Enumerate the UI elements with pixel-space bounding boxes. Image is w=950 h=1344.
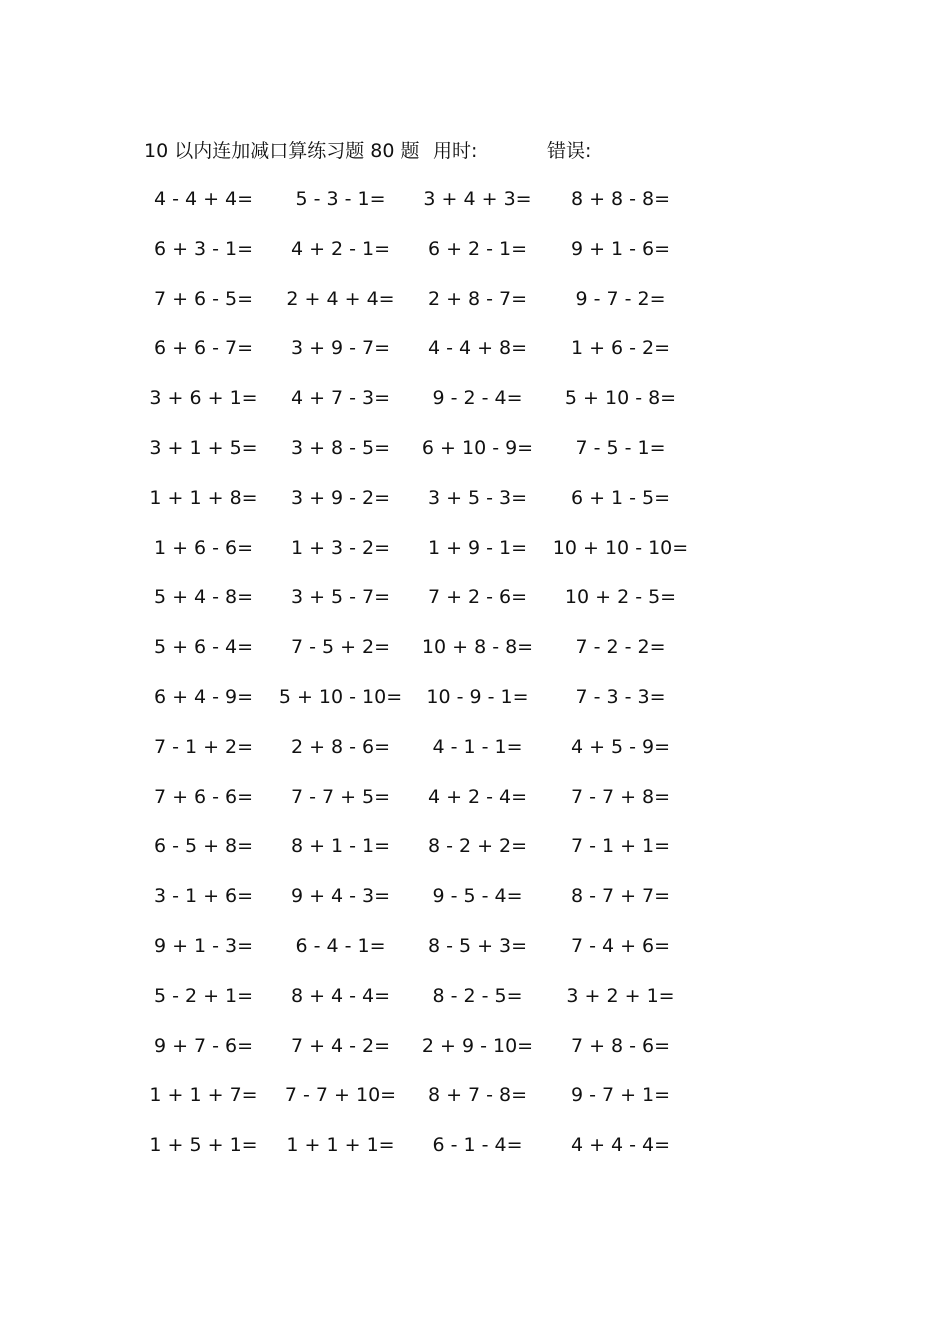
arithmetic-problem: 6 + 1 - 5= (570, 486, 671, 509)
arithmetic-problem: 7 + 6 - 5= (153, 287, 254, 310)
arithmetic-problem: 7 - 5 - 1= (575, 436, 666, 459)
arithmetic-problem: 8 + 8 - 8= (570, 188, 671, 210)
arithmetic-problem: 5 - 2 + 1= (153, 984, 254, 1007)
worksheet-title: 10 以内连加减口算练习题 80 题 (144, 140, 420, 162)
arithmetic-problem: 8 - 2 - 5= (432, 984, 523, 1007)
arithmetic-problem: 6 + 4 - 9= (153, 685, 254, 708)
arithmetic-problem: 3 + 9 - 2= (290, 486, 391, 509)
arithmetic-problem: 7 - 5 + 2= (290, 636, 391, 659)
arithmetic-problem: 6 - 5 + 8= (153, 835, 254, 858)
arithmetic-problem: 7 + 2 - 6= (427, 586, 528, 609)
arithmetic-problem: 1 + 1 + 1= (286, 1134, 395, 1157)
arithmetic-problem: 3 + 6 + 1= (149, 387, 258, 410)
arithmetic-problem: 9 + 1 - 3= (153, 934, 254, 957)
arithmetic-problem: 2 + 8 - 7= (427, 287, 528, 310)
arithmetic-problem: 1 + 5 + 1= (149, 1134, 258, 1157)
arithmetic-problem: 7 - 2 - 2= (575, 636, 666, 659)
arithmetic-problem: 9 - 2 - 4= (432, 387, 523, 410)
arithmetic-problem: 7 - 3 - 3= (575, 685, 666, 708)
arithmetic-problem: 8 + 4 - 4= (290, 984, 391, 1007)
arithmetic-problem: 4 - 1 - 1= (432, 735, 523, 758)
arithmetic-problem: 7 + 4 - 2= (290, 1034, 391, 1057)
arithmetic-problem: 9 + 1 - 6= (570, 237, 671, 260)
arithmetic-problem: 4 - 4 + 4= (153, 188, 254, 210)
arithmetic-problem: 7 + 6 - 6= (153, 785, 254, 808)
arithmetic-problem: 4 + 2 - 1= (290, 237, 391, 260)
arithmetic-problem: 3 - 1 + 6= (153, 885, 254, 908)
arithmetic-problem: 7 - 1 + 1= (570, 835, 671, 858)
arithmetic-problem: 4 + 7 - 3= (290, 387, 391, 410)
arithmetic-problem: 8 - 5 + 3= (427, 934, 528, 957)
arithmetic-problem: 5 + 4 - 8= (153, 586, 254, 609)
arithmetic-problem: 1 + 6 - 6= (153, 536, 254, 559)
arithmetic-problem: 4 + 5 - 9= (570, 735, 671, 758)
arithmetic-problem: 3 + 4 + 3= (423, 188, 532, 210)
arithmetic-problem: 3 + 9 - 7= (290, 337, 391, 360)
arithmetic-problem: 3 + 5 - 7= (290, 586, 391, 609)
arithmetic-problem: 6 + 6 - 7= (153, 337, 254, 360)
arithmetic-problem: 6 + 3 - 1= (153, 237, 254, 260)
arithmetic-problem: 3 + 5 - 3= (427, 486, 528, 509)
arithmetic-problem: 6 + 2 - 1= (427, 237, 528, 260)
arithmetic-problem: 2 + 8 - 6= (290, 735, 391, 758)
arithmetic-problem: 7 - 7 + 10= (284, 1084, 397, 1107)
arithmetic-problem: 8 + 1 - 1= (290, 835, 391, 858)
arithmetic-problem: 3 + 1 + 5= (149, 436, 258, 459)
arithmetic-problem: 3 + 2 + 1= (566, 984, 675, 1007)
arithmetic-problem: 4 + 2 - 4= (427, 785, 528, 808)
arithmetic-problem: 5 + 10 - 10= (278, 685, 403, 708)
arithmetic-problem: 2 + 9 - 10= (421, 1034, 534, 1057)
arithmetic-problem: 4 + 4 - 4= (570, 1134, 671, 1157)
time-label: 用时: (433, 140, 478, 162)
arithmetic-problem: 1 + 1 + 8= (149, 486, 258, 509)
arithmetic-problem: 8 + 7 - 8= (427, 1084, 528, 1107)
arithmetic-problem: 1 + 3 - 2= (290, 536, 391, 559)
arithmetic-problem: 7 - 4 + 6= (570, 934, 671, 957)
problem-grid (135, 185, 695, 1181)
error-label: 错误: (547, 140, 592, 162)
arithmetic-problem: 7 + 8 - 6= (570, 1034, 671, 1057)
arithmetic-problem: 7 - 7 + 8= (570, 785, 671, 808)
arithmetic-problem: 5 + 6 - 4= (153, 636, 254, 659)
arithmetic-problem: 5 + 10 - 8= (564, 387, 677, 410)
arithmetic-problem: 5 - 3 - 1= (295, 188, 386, 210)
arithmetic-problem: 6 + 10 - 9= (421, 436, 534, 459)
arithmetic-problem: 3 + 8 - 5= (290, 436, 391, 459)
worksheet-header (0, 137, 950, 165)
arithmetic-problem: 10 + 8 - 8= (421, 636, 534, 659)
arithmetic-problem: 9 - 7 - 2= (575, 287, 666, 310)
arithmetic-problem: 6 - 1 - 4= (432, 1134, 523, 1157)
arithmetic-problem: 9 + 4 - 3= (290, 885, 391, 908)
arithmetic-problem: 7 - 1 + 2= (153, 735, 254, 758)
arithmetic-problem: 8 - 7 + 7= (570, 885, 671, 908)
arithmetic-problem: 7 - 7 + 5= (290, 785, 391, 808)
arithmetic-problem: 1 + 1 + 7= (149, 1084, 258, 1107)
arithmetic-problem: 10 - 9 - 1= (426, 685, 529, 708)
arithmetic-problem: 9 - 5 - 4= (432, 885, 523, 908)
arithmetic-problem: 1 + 9 - 1= (427, 536, 528, 559)
arithmetic-problem: 10 + 10 - 10= (552, 536, 689, 559)
arithmetic-problem: 6 - 4 - 1= (295, 934, 386, 957)
arithmetic-problem: 4 - 4 + 8= (427, 337, 528, 360)
arithmetic-problem: 2 + 4 + 4= (286, 287, 395, 310)
arithmetic-problem: 9 + 7 - 6= (153, 1034, 254, 1057)
arithmetic-problem: 10 + 2 - 5= (564, 586, 677, 609)
arithmetic-problem: 1 + 6 - 2= (570, 337, 671, 360)
arithmetic-problem: 8 - 2 + 2= (427, 835, 528, 858)
arithmetic-problem: 9 - 7 + 1= (570, 1084, 671, 1107)
